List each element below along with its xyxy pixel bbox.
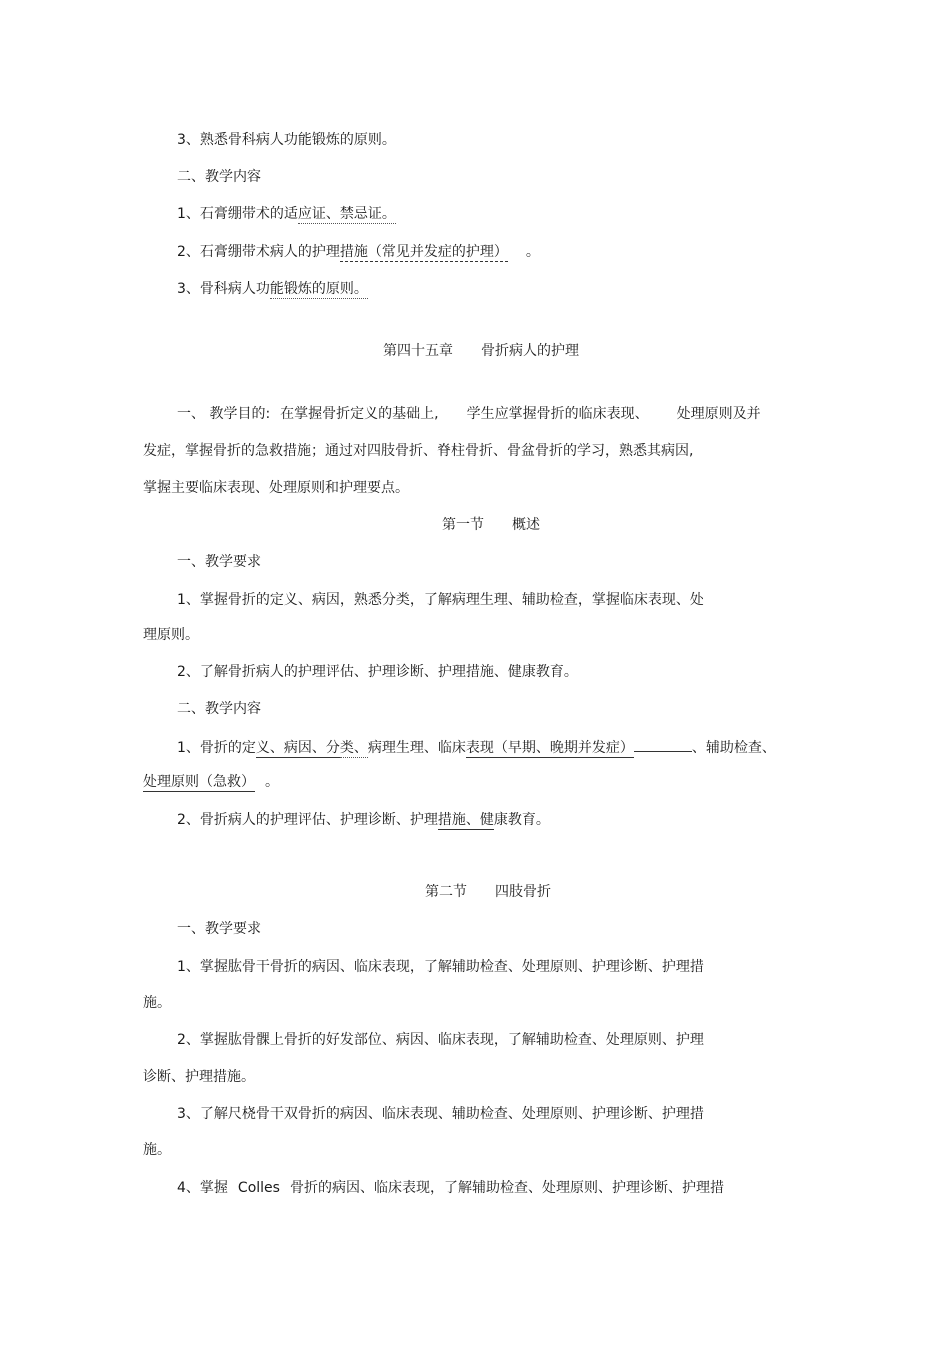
section-1-requirements-heading: 一、教学要求	[177, 554, 261, 570]
objective-item-3: 3、熟悉骨科病人功能锻炼的原则。	[177, 132, 396, 148]
teaching-goal-line-2: 发症，掌握骨折的急救措施；通过对四肢骨折、脊柱骨折、骨盆骨折的学习，熟悉其病因,	[143, 443, 694, 459]
section-1-content-1-part-a: 1、骨折的定	[177, 740, 256, 756]
section-1-content-1-line-1	[177, 737, 776, 758]
section-1-content-1-end: 。	[265, 774, 279, 790]
section-2-requirements-heading: 一、教学要求	[177, 921, 261, 937]
section-1-heading	[442, 515, 540, 535]
teaching-goal-part-2: 学生应掌握骨折的临床表现、	[466, 406, 649, 422]
section-2-req-3-line-1: 3、了解尺桡骨干双骨折的病因、临床表现、辅助检查、处理原则、护理诊断、护理措	[177, 1106, 704, 1122]
content-item-1-text: 1、石膏绷带术的适	[177, 206, 298, 222]
teaching-goal-label: 一、 教学目的:	[177, 406, 271, 422]
section-1-content-1-line-2	[143, 772, 279, 792]
section-2-req-1-line-2: 施。	[143, 995, 171, 1011]
section-1-req-1-line-2: 理原则。	[143, 627, 199, 643]
section-1-content-1-part-c: 类、	[339, 740, 368, 756]
section-2-req-2-line-2: 诊断、护理措施。	[143, 1069, 255, 1085]
teaching-goal-line-3: 掌握主要临床表现、处理原则和护理要点。	[143, 480, 409, 496]
content-item-2-text: 2、石膏绷带术病人的护理	[177, 244, 340, 260]
content-item-3-text: 3、骨科病人功	[177, 281, 270, 297]
content-item-3-underlined: 能锻炼的原则。	[269, 281, 368, 297]
content-item-1-underlined: 应证、禁忌证。	[297, 206, 396, 222]
section-2-req-3-line-2: 施。	[143, 1142, 171, 1158]
section-1-content-1-part-b: 义、病因、分	[255, 740, 340, 756]
section-1-req-2: 2、了解骨折病人的护理评估、护理诊断、护理措施、健康教育。	[177, 664, 578, 680]
section-2-title: 四肢骨折	[495, 884, 551, 900]
section-1-content-2	[177, 810, 550, 830]
section-2-req-2-line-1: 2、掌握肱骨髁上骨折的好发部位、病因、临床表现，了解辅助检查、处理原则、护理	[177, 1032, 704, 1048]
section-1-content-2-end: 康教育。	[493, 812, 550, 828]
content-item-2	[177, 242, 540, 262]
teaching-goal-part-1: 在掌握骨折定义的基础上,	[280, 406, 439, 422]
section-1-content-1-part-f: 、辅助检查、	[691, 740, 776, 756]
section-2-req-1-line-1: 1、掌握肱骨干骨折的病因、临床表现，了解辅助检查、处理原则、护理诊断、护理措	[177, 959, 704, 975]
section-2-req-4-prefix: 4、掌握	[177, 1180, 228, 1196]
section-2-number: 第二节	[425, 884, 467, 900]
section-2-req-4-term: Colles	[237, 1180, 280, 1196]
teaching-goal-part-3: 处理原则及并	[676, 406, 761, 422]
section-1-content-1-part-e: 表现（早期、晚期并发症）	[465, 740, 634, 756]
teaching-goal-line-1	[177, 404, 761, 424]
section-1-content-1-part-d: 病理生理、临床	[367, 740, 466, 756]
section-2-req-4-text: 骨折的病因、临床表现，了解辅助检查、处理原则、护理诊断、护理措	[289, 1180, 724, 1196]
section-2-heading	[425, 882, 551, 902]
section-1-number: 第一节	[442, 517, 484, 533]
chapter-number: 第四十五章	[383, 343, 453, 359]
section-1-content-2-underlined: 措施、健	[437, 812, 494, 828]
section-1-content-1-underlined: 处理原则（急救）	[143, 774, 255, 790]
section-1-req-1-line-1: 1、掌握骨折的定义、病因，熟悉分类，了解病理生理、辅助检查，掌握临床表现、处	[177, 592, 704, 608]
section-1-title: 概述	[512, 517, 540, 533]
content-item-2-end: 。	[525, 244, 540, 260]
content-item-1	[177, 204, 396, 224]
chapter-title: 骨折病人的护理	[481, 343, 579, 359]
chapter-heading	[383, 341, 579, 361]
section-1-content-2-text: 2、骨折病人的护理评估、护理诊断、护理	[177, 812, 438, 828]
blank-line	[634, 737, 692, 752]
content-item-2-underlined: 措施（常见并发症的护理）	[339, 244, 508, 260]
section-2-req-4-line-1	[177, 1178, 724, 1198]
content-heading: 二、教学内容	[177, 169, 261, 185]
content-item-3	[177, 279, 368, 299]
section-1-content-heading: 二、教学内容	[177, 701, 261, 717]
